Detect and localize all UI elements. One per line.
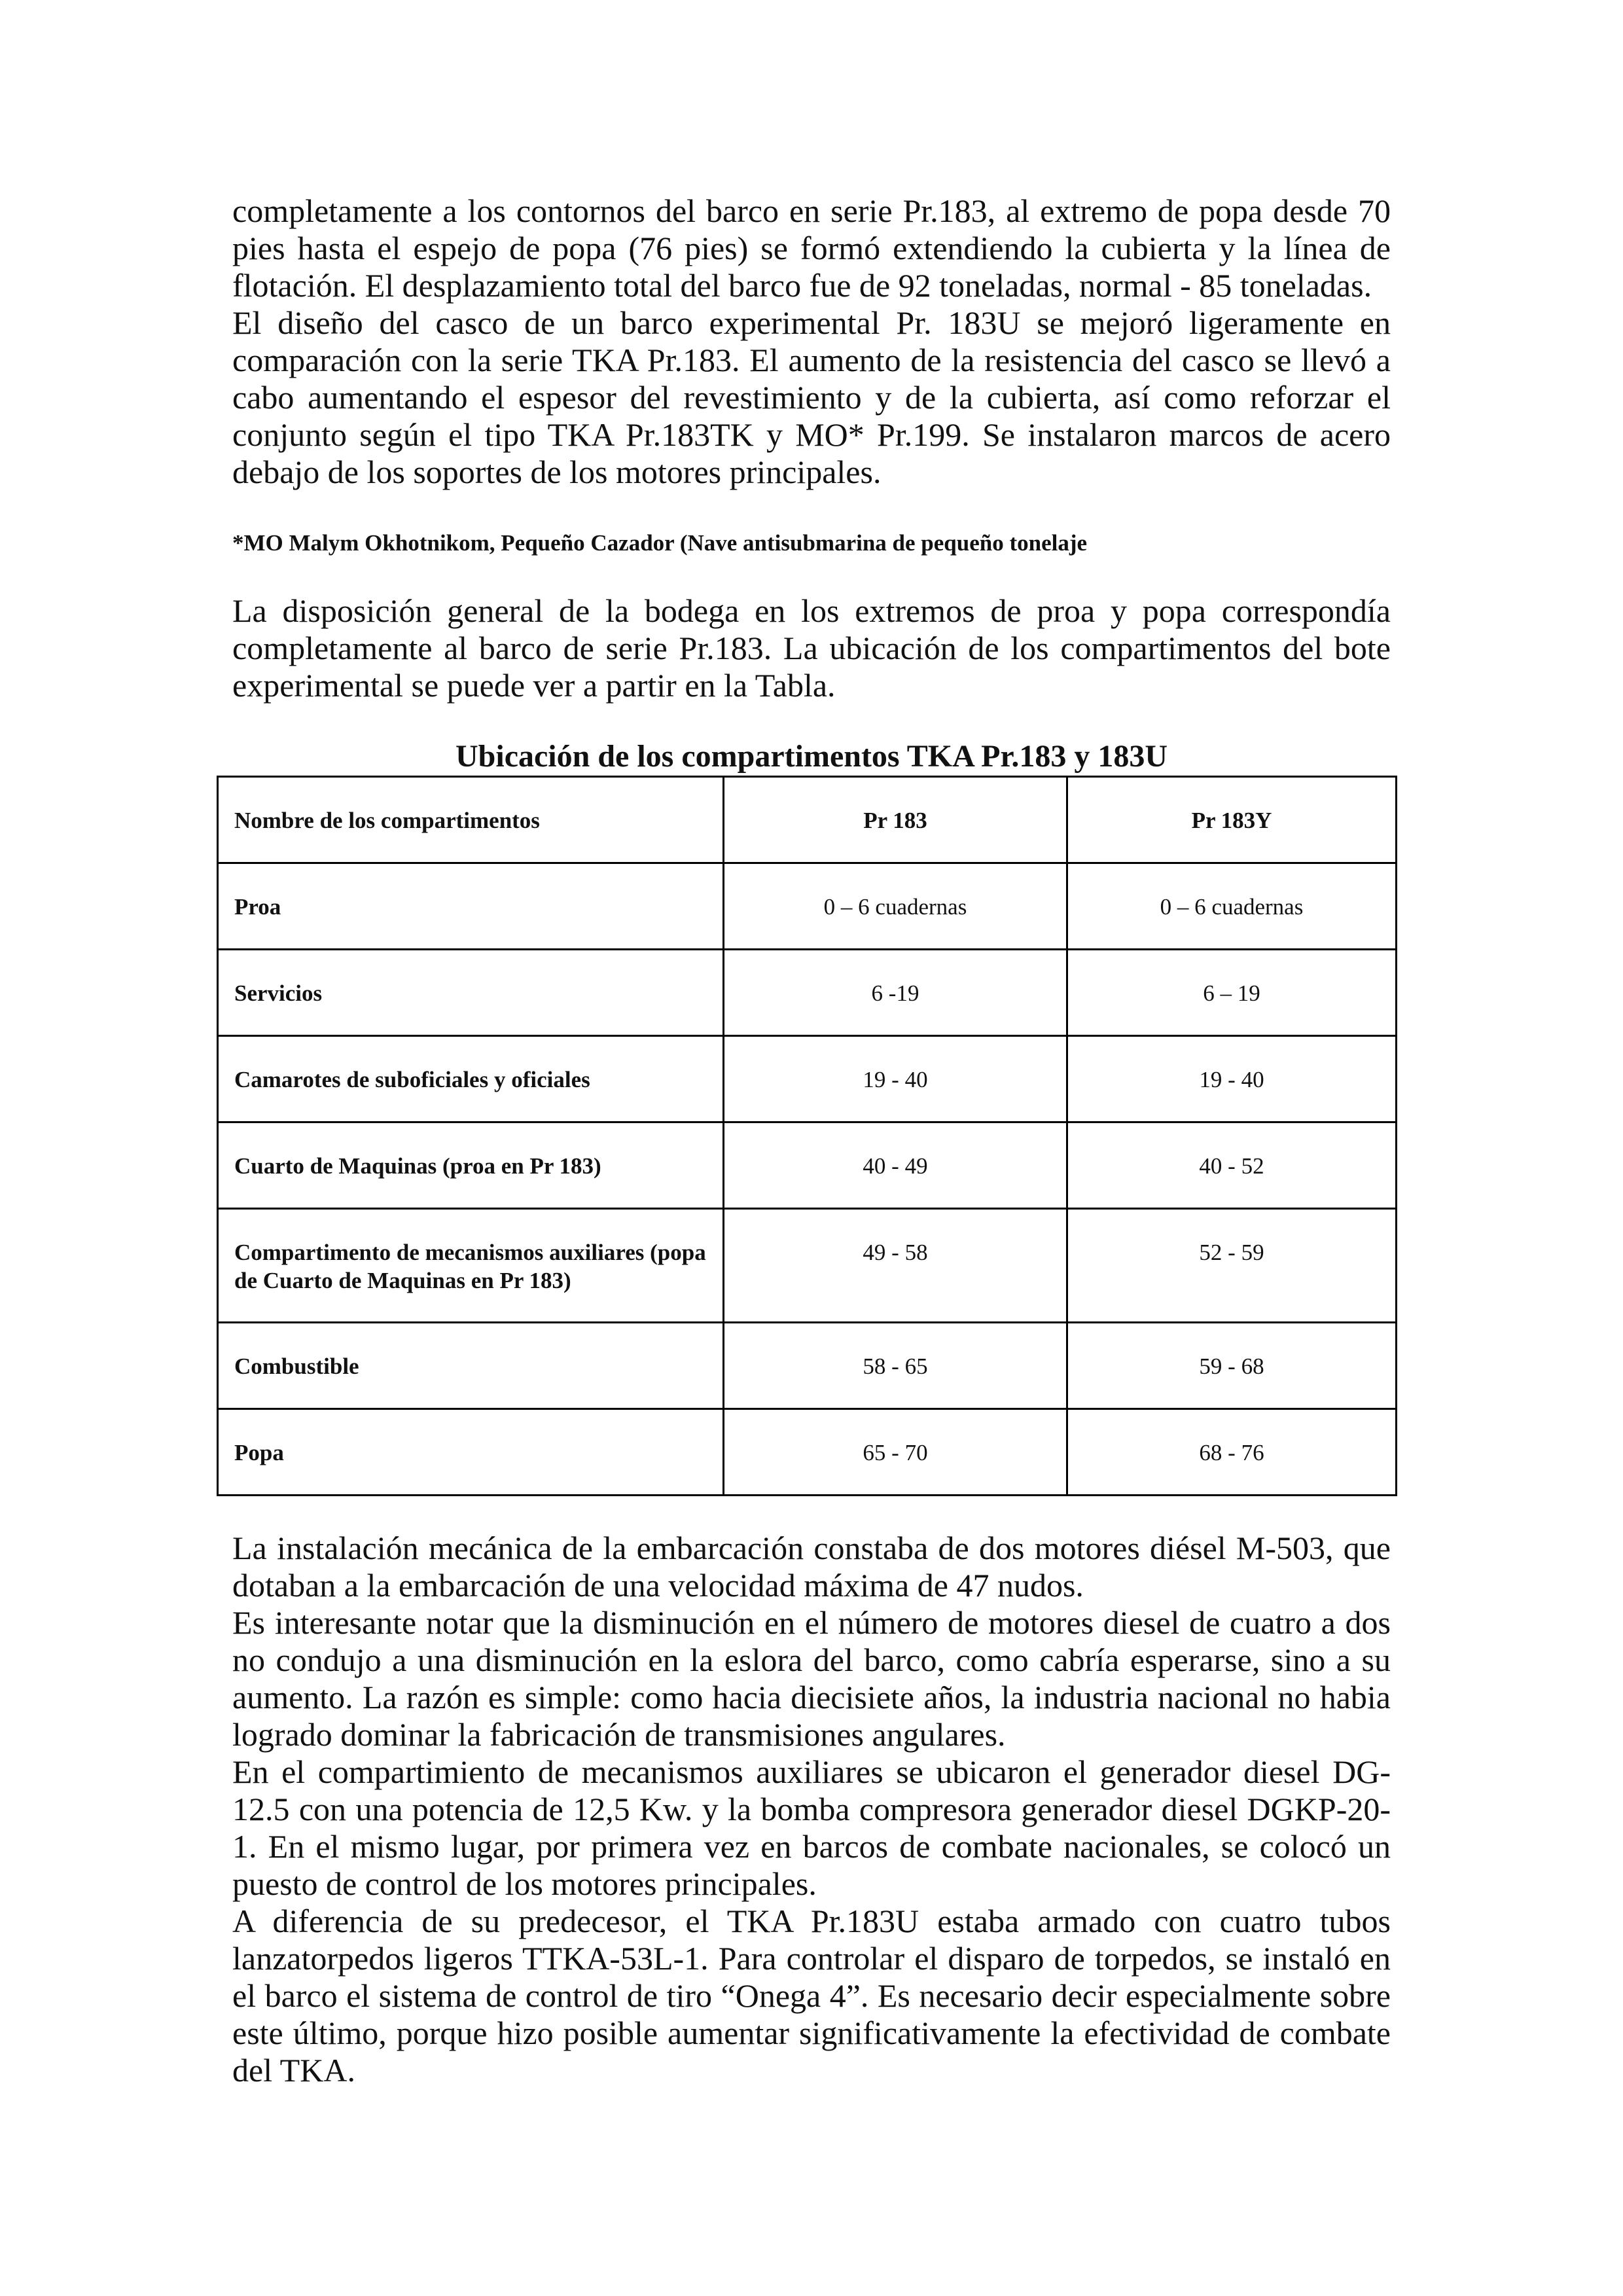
row-pr183: 0 – 6 cuadernas [724,863,1067,950]
row-pr183: 6 -19 [724,950,1067,1036]
paragraph-hull-contours: completamente a los contornos del barco en serie Pr.183, al extremo de popa desde 70 pies hasta el espejo de popa (76 pies) se formó extendiendo la cubierta y la línea de flotación. El desplazamiento total del barco fue de 92 toneladas, normal - 85 toneladas. [232,192,1391,304]
table-row [218,1409,1397,1496]
row-pr183y: 19 - 40 [1067,1036,1397,1122]
table-row [218,863,1397,950]
footnote-block [232,530,1391,556]
table-title: Ubicación de los compartimentos TKA Pr.183 y 183U [455,739,1168,774]
header-pr183y: Pr 183Y [1067,777,1397,863]
body-text-bottom [232,1530,1391,2089]
header-compartment-name: Nombre de los compartimentos [218,777,724,863]
row-pr183: 58 - 65 [724,1323,1067,1409]
body-text-top [232,192,1391,491]
paragraph-hull-design: El diseño del casco de un barco experimental Pr. 183U se mejoró ligeramente en comparación con la serie TKA Pr.183. El aumento de la resistencia del casco se llevó a cabo aumentando el espesor del revestimiento y de la cubierta, así como reforzar el conjunto según el tipo TKA Pr.183TK y MO* Pr.199. Se instalaron marcos de acero debajo de los soportes de los motores principales. [232,304,1391,490]
row-name: Compartimento de mecanismos auxiliares (popa de Cuarto de Maquinas en Pr 183) [218,1209,724,1323]
row-name: Proa [218,863,724,950]
table-row [218,1209,1397,1323]
row-name: Cuarto de Maquinas (proa en Pr 183) [218,1122,724,1209]
header-pr183: Pr 183 [724,777,1067,863]
row-pr183: 19 - 40 [724,1036,1067,1122]
row-pr183y: 40 - 52 [1067,1122,1397,1209]
row-pr183y: 0 – 6 cuadernas [1067,863,1397,950]
table-row [218,1122,1397,1209]
paragraph-armament: A diferencia de su predecesor, el TKA Pr.183U estaba armado con cuatro tubos lanzatorpedos ligeros TTKA-53L-1. Para controlar el disparo de torpedos, se instaló en el barco el sistema de control de tiro “Onega 4”. Es necesario decir especialmente sobre este último, porque hizo posible aumentar significativamente la efectividad de combate del TKA. [232,1903,1391,2089]
table-row [218,1036,1397,1122]
row-name: Camarotes de suboficiales y oficiales [218,1036,724,1122]
paragraph-engine-reduction: Es interesante notar que la disminución en el número de motores diesel de cuatro a dos no condujo a una disminución en la eslora del barco, como cabría esperarse, sino a su aumento. La razón es simple: como hacia diecisiete años, la industria nacional no habia logrado dominar la fabricación de transmisiones angulares. [232,1604,1391,1753]
footnote-mo: *MO Malym Okhotnikom, Pequeño Cazador (Nave antisubmarina de pequeño tonelaje [232,530,1088,556]
row-pr183: 49 - 58 [724,1209,1067,1323]
row-pr183: 65 - 70 [724,1409,1067,1496]
row-name: Combustible [218,1323,724,1409]
table-row [218,1323,1397,1409]
row-pr183y: 68 - 76 [1067,1409,1397,1496]
row-pr183y: 52 - 59 [1067,1209,1397,1323]
row-name: Servicios [218,950,724,1036]
table-row [218,950,1397,1036]
row-name: Popa [218,1409,724,1496]
paragraph-general-layout: La disposición general de la bodega en los extremos de proa y popa correspondía completamente al barco de serie Pr.183. La ubicación de los compartimentos del bote experimental se puede ver a partir en la Tabla. [232,592,1391,704]
row-pr183y: 59 - 68 [1067,1323,1397,1409]
compartments-table [217,776,1397,1496]
paragraph-auxiliary-compartment: En el compartimiento de mecanismos auxiliares se ubicaron el generador diesel DG-12.5 con una potencia de 12,5 Kw. y la bomba compresora generador diesel DGKP-20-1. En el mismo lugar, por primera vez en barcos de combate nacionales, se colocó un puesto de control de los motores principales. [232,1753,1391,1902]
row-pr183y: 6 – 19 [1067,950,1397,1036]
paragraph-mechanical-installation: La instalación mecánica de la embarcación constaba de dos motores diésel M-503, que dotaban a la embarcación de una velocidad máxima de 47 nudos. [232,1530,1391,1604]
table-header-row [218,777,1397,863]
body-text-layout [232,592,1391,704]
row-pr183: 40 - 49 [724,1122,1067,1209]
